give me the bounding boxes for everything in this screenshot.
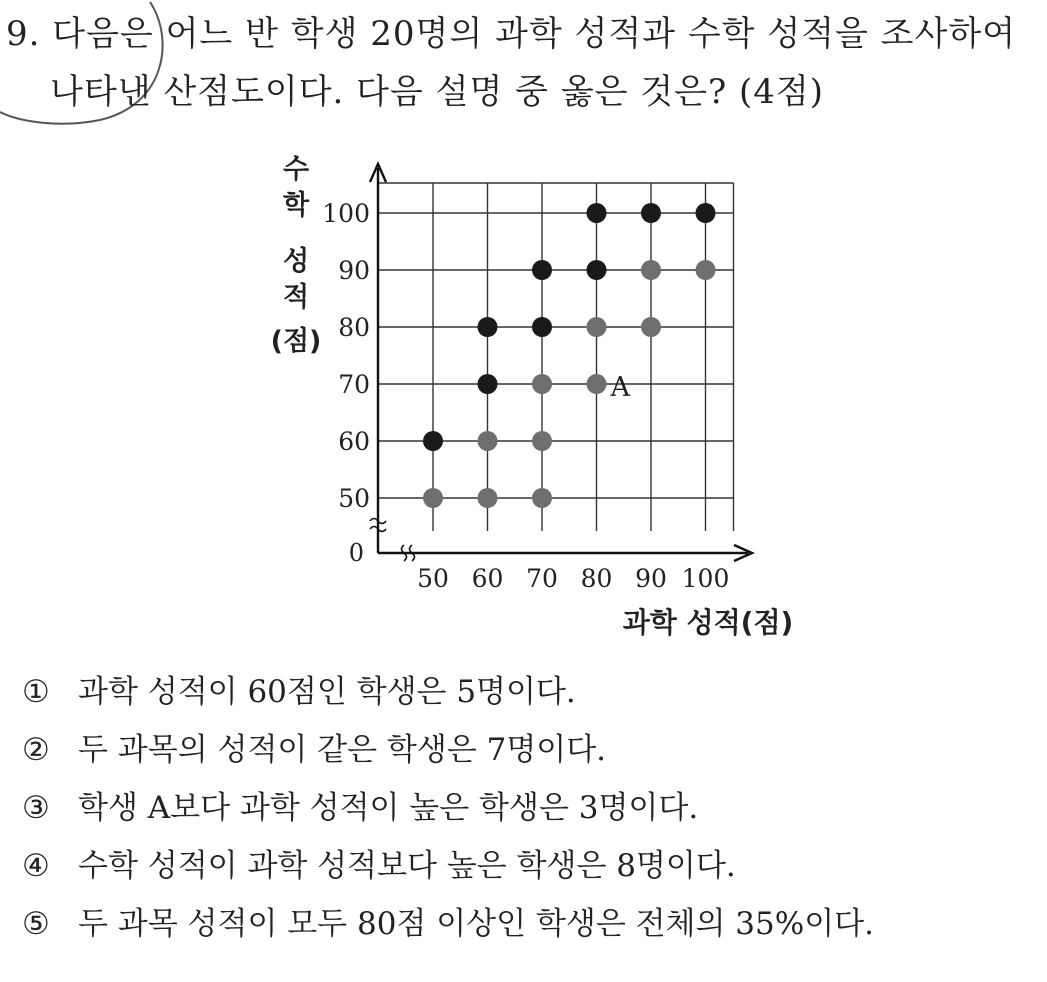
y-axis-label (271, 154, 322, 357)
y-axis-label-char: 적 (282, 282, 310, 313)
x-tick-label: 60 (471, 564, 504, 593)
x-tick-label: 80 (580, 564, 613, 593)
data-point (641, 203, 661, 223)
option-number: ④ (22, 848, 50, 884)
y-axis-label-char: 성 (282, 246, 310, 277)
x-tick-label: 70 (526, 564, 558, 593)
point-annotation-label: A (610, 372, 630, 403)
data-point (423, 431, 443, 451)
option-number: ① (22, 674, 50, 710)
x-axis-label: 과학 성적(점) (622, 606, 794, 639)
option-text: 수학 성적이 과학 성적보다 높은 학생은 8명이다. (78, 848, 736, 884)
y-axis-label-char: 학 (282, 190, 310, 221)
data-point (478, 488, 498, 508)
option-number: ② (22, 732, 50, 768)
data-point (641, 260, 661, 280)
option-1[interactable] (22, 672, 874, 730)
question-line-1: 9. 다음은 어느 반 학생 20명의 과학 성적과 수학 성적을 조사하여 (6, 14, 1017, 54)
x-tick-label: 90 (635, 564, 667, 593)
y-tick-label: 50 (338, 484, 370, 513)
data-point (587, 374, 607, 394)
data-point (696, 260, 716, 280)
chart-ticks (322, 199, 729, 593)
chart-grid (378, 183, 734, 531)
chart-points (423, 203, 716, 508)
data-point (478, 374, 498, 394)
y-tick-label: 70 (338, 370, 370, 399)
data-point (478, 431, 498, 451)
option-number: ⑤ (22, 906, 50, 942)
y-tick-label: 80 (338, 313, 370, 342)
data-point (641, 317, 661, 337)
data-point (423, 488, 443, 508)
option-text: 과학 성적이 60점인 학생은 5명이다. (78, 674, 576, 710)
x-tick-label: 50 (417, 564, 449, 593)
x-tick-label: 100 (681, 564, 730, 593)
y-tick-label: 100 (322, 199, 370, 228)
option-text: 두 과목 성적이 모두 80점 이상인 학생은 전체의 35%이다. (78, 906, 874, 942)
chart-annotations (610, 372, 631, 403)
data-point (587, 260, 607, 280)
data-point (532, 431, 552, 451)
question-line-2: 나타낸 산점도이다. 다음 설명 중 옳은 것은? (4점) (50, 72, 825, 112)
option-number: ③ (22, 790, 50, 826)
data-point (696, 203, 716, 223)
option-5[interactable] (22, 904, 874, 962)
option-3[interactable] (22, 788, 874, 846)
origin-label: 0 (348, 539, 364, 567)
y-tick-label: 60 (338, 427, 370, 456)
data-point (478, 317, 498, 337)
data-point (587, 317, 607, 337)
option-2[interactable] (22, 730, 874, 788)
data-point (532, 317, 552, 337)
data-point (532, 260, 552, 280)
scatter-plot (250, 140, 794, 650)
y-axis-label-char: (점) (270, 326, 322, 357)
option-4[interactable] (22, 846, 874, 904)
data-point (587, 203, 607, 223)
y-axis-label-char: 수 (282, 154, 310, 185)
y-tick-label: 90 (338, 256, 370, 285)
answer-options (22, 672, 874, 962)
data-point (532, 488, 552, 508)
option-text: 두 과목의 성적이 같은 학생은 7명이다. (78, 732, 607, 768)
data-point (532, 374, 552, 394)
option-text: 학생 A보다 과학 성적이 높은 학생은 3명이다. (78, 790, 699, 826)
